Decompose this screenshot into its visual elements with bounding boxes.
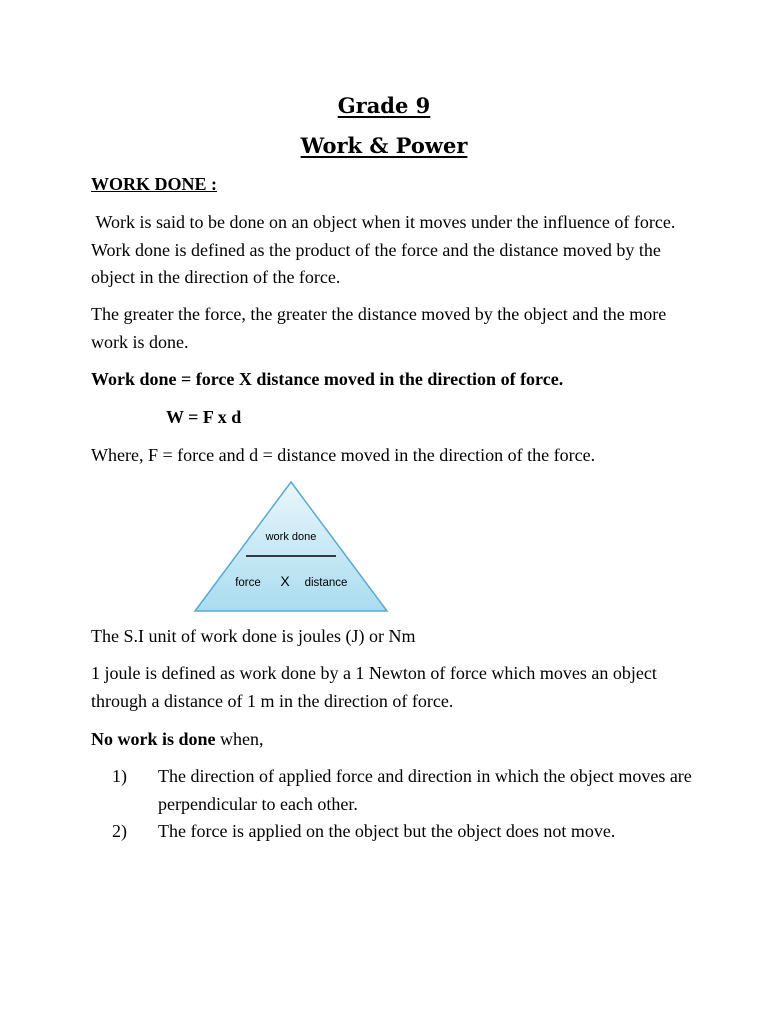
list-item-number: 2): [112, 821, 127, 841]
no-work-intro: [91, 726, 691, 754]
no-work-rest: when,: [215, 729, 264, 749]
triangle-left-label: force: [235, 577, 261, 589]
joule-definition-paragraph: 1 joule is defined as work done by a 1 Newton of force which moves an object through a distance of 1 m in the direction of force.: [91, 663, 662, 711]
formula-statement: Work done = force X distance moved in the direction of force.: [91, 369, 564, 389]
definition-paragraph: Work is said to be done on an object when it moves under the influence of force. Work done is defined as the product of the force and the distance moved by the object in the direction of the force.: [91, 212, 680, 287]
list-item-text: The direction of applied force and direction in which the object moves are perpendicular to each other.: [158, 766, 692, 814]
work-triangle-diagram: [190, 478, 392, 616]
topic-title: Work & Power: [300, 133, 468, 158]
triangle-top-label: work done: [265, 531, 317, 543]
list-item-text: The force is applied on the object but the object does not move.: [158, 821, 616, 841]
list-item: [112, 818, 692, 846]
triangle-right-label: distance: [304, 577, 348, 589]
grade-title: Grade 9: [337, 93, 431, 118]
section-heading: WORK DONE :: [91, 174, 217, 194]
triangle-shape: [195, 482, 387, 611]
formula: W = F x d: [166, 407, 242, 427]
no-work-bold: No work is done: [91, 729, 216, 749]
greater-force-paragraph: The greater the force, the greater the distance moved by the object and the more work is done.: [91, 304, 671, 352]
list-item-number: 1): [112, 766, 127, 786]
no-work-conditions-list: [112, 763, 692, 846]
list-item: [112, 763, 692, 818]
triangle-operator: X: [280, 573, 290, 589]
si-unit-paragraph: The S.I unit of work done is joules (J) or Nm: [91, 626, 416, 646]
where-paragraph: Where, F = force and d = distance moved in the direction of the force.: [91, 445, 596, 465]
work-triangle-svg: [190, 478, 392, 616]
